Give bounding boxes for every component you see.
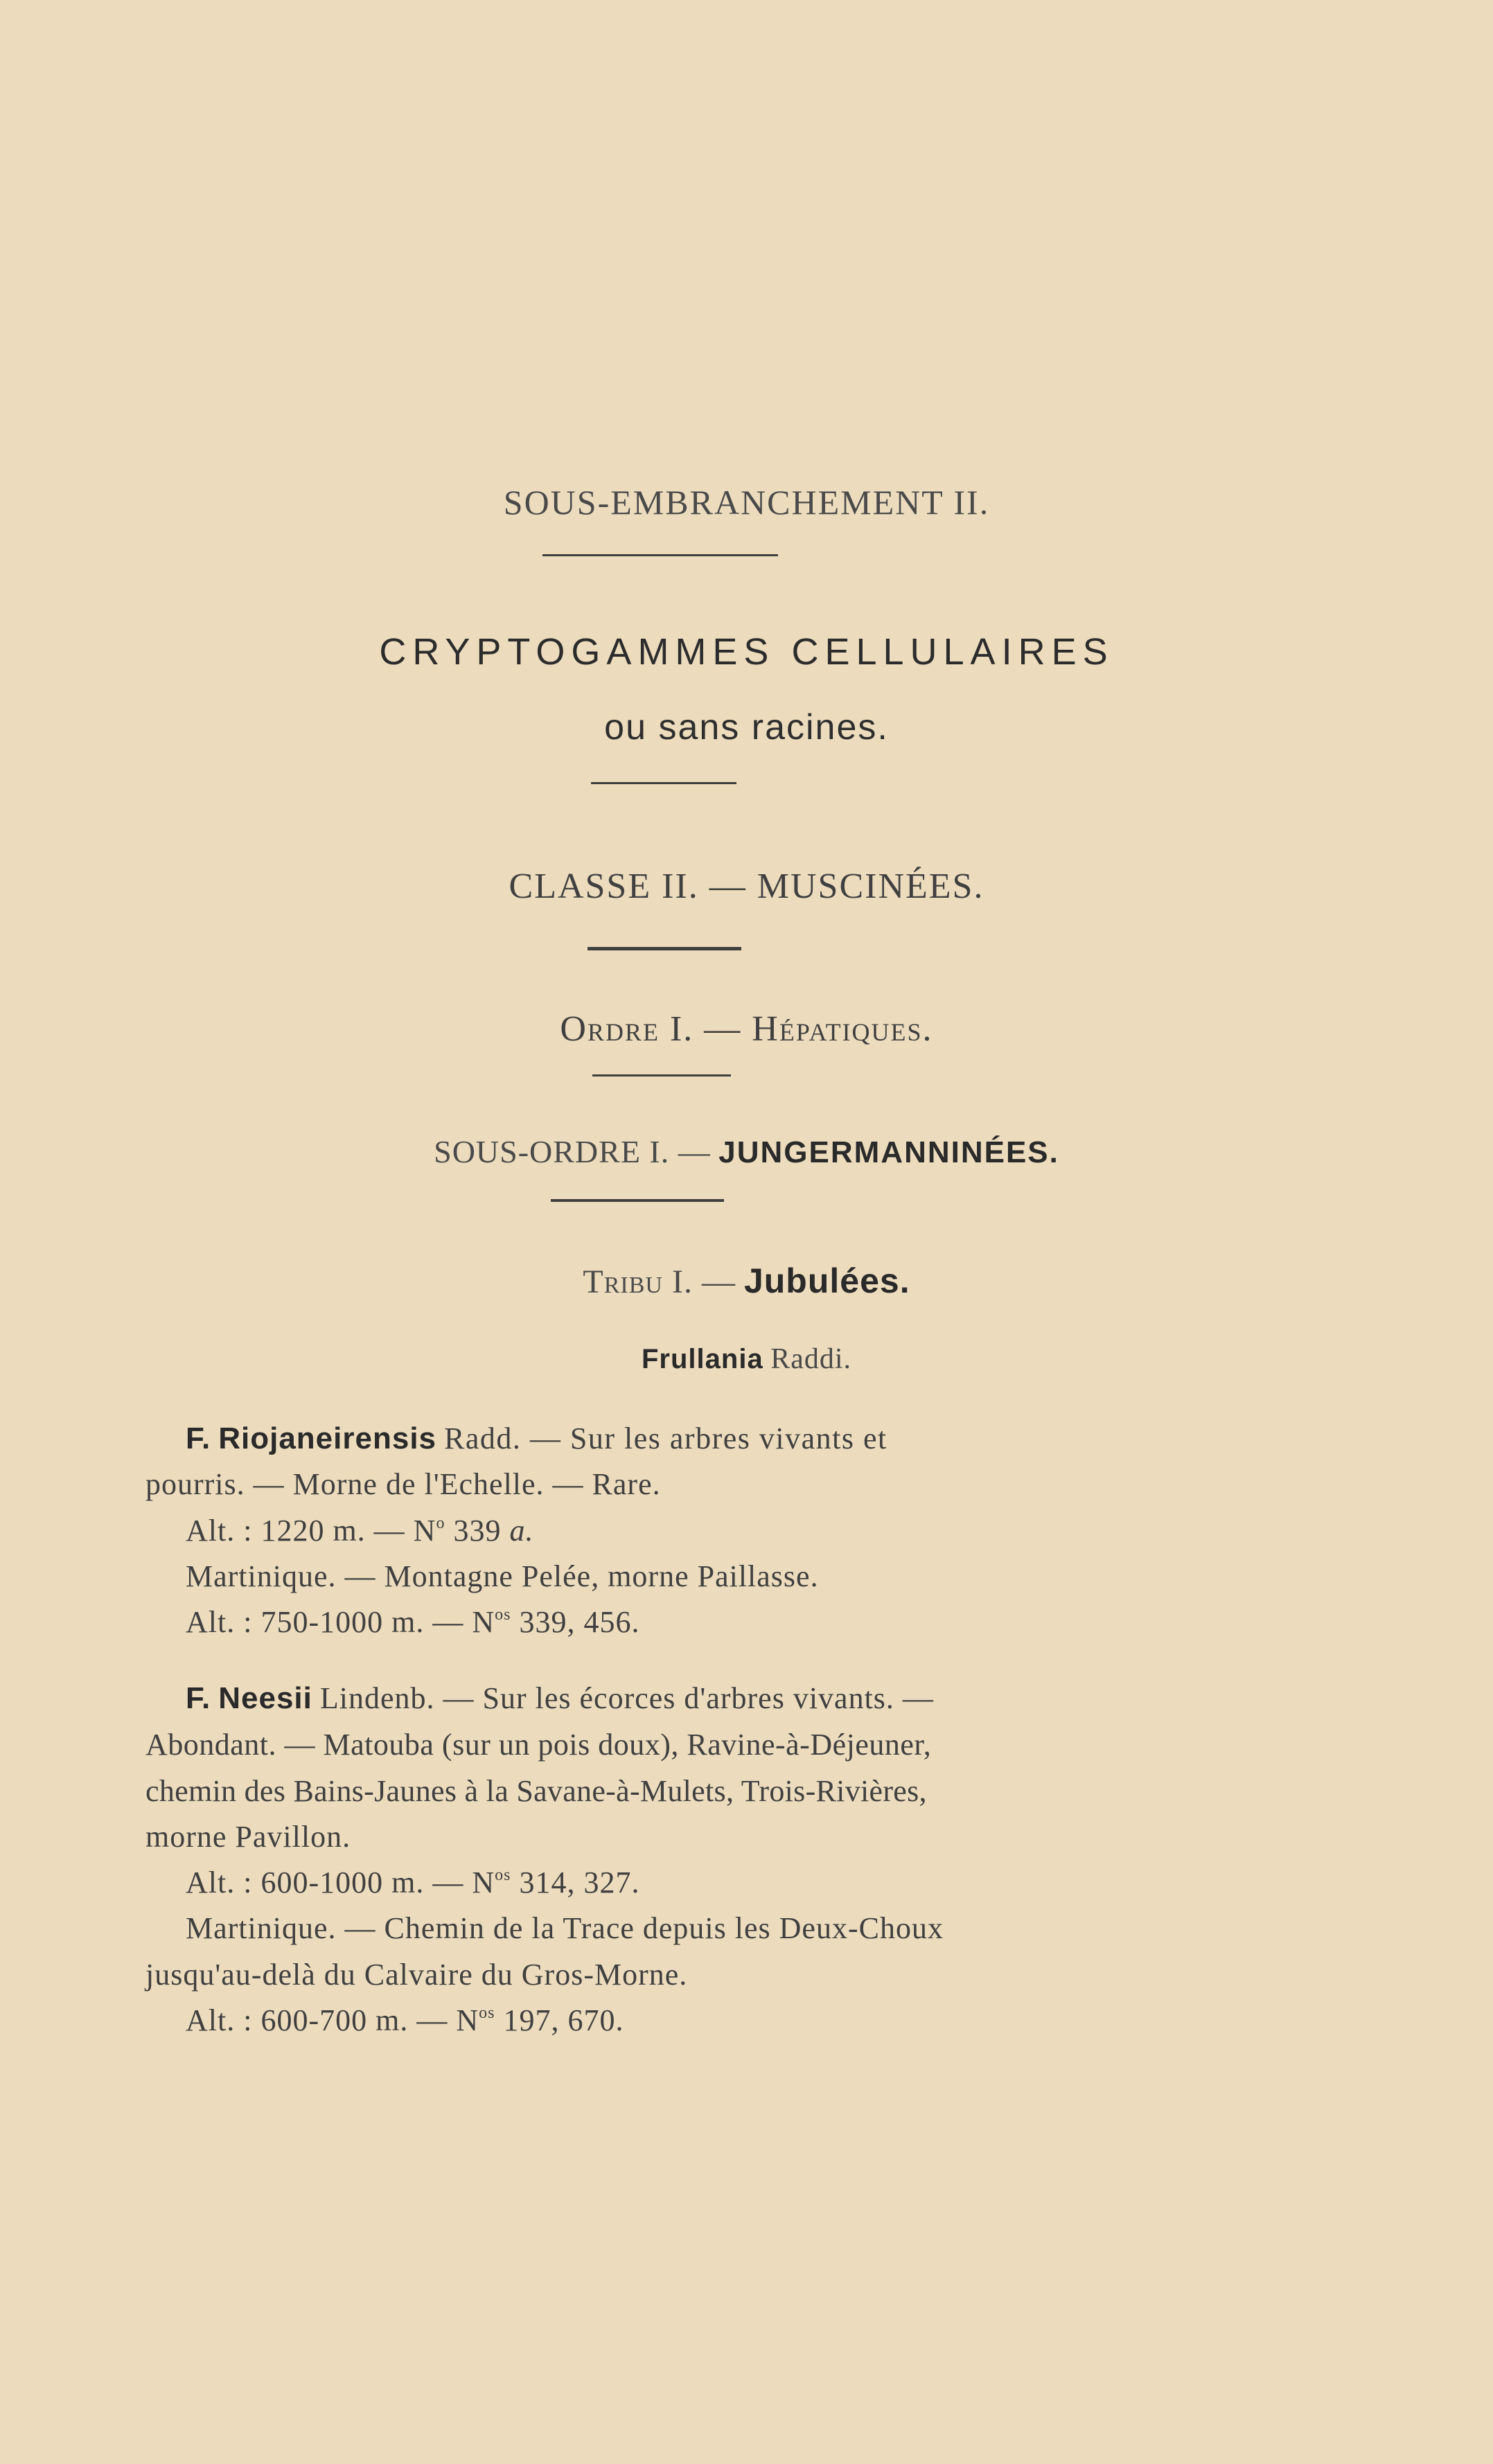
- species-text: Abondant. — Matouba (sur un pois doux), Ravine-à-Déjeuner,: [145, 1728, 932, 1762]
- species-text: [186, 1862, 639, 1904]
- species-text: Radd. — Sur les arbres vivants et: [444, 1421, 887, 1455]
- genus-name: Frullania: [641, 1344, 763, 1374]
- divider: [592, 1074, 731, 1076]
- specimen-number: 339: [453, 1514, 502, 1548]
- number-superscript: o: [436, 1514, 445, 1532]
- sub-branch-heading: SOUS-EMBRANCHEMENT II.: [503, 483, 990, 522]
- species-abbr: F.: [186, 1421, 211, 1455]
- species-text: Lindenb. — Sur les écorces d'arbres vivants. —: [319, 1681, 934, 1715]
- species-text: [186, 1510, 533, 1552]
- number-superscript: os: [479, 2004, 495, 2022]
- species-abbr: F.: [186, 1681, 211, 1715]
- species-text: Martinique. — Chemin de la Trace depuis les Deux-Choux: [186, 1911, 944, 1945]
- divider: [542, 554, 778, 556]
- species-name: Neesii: [218, 1681, 312, 1715]
- specimen-letter: a.: [509, 1514, 534, 1548]
- sous-ordre-heading: [0, 1133, 1493, 1170]
- specimen-number: 314, 327.: [519, 1865, 640, 1899]
- species-text: pourris. — Morne de l'Echelle. — Rare.: [145, 1467, 661, 1501]
- sous-ordre-prefix: SOUS-ORDRE I. —: [434, 1134, 711, 1169]
- number-superscript: os: [495, 1866, 511, 1884]
- number-superscript: os: [495, 1606, 511, 1624]
- species-name: Riojaneirensis: [218, 1421, 437, 1455]
- species-text: [186, 1602, 639, 1643]
- classe-heading: CLASSE II. — MUSCINÉES.: [509, 867, 984, 906]
- species-text: jusqu'au-delà du Calvaire du Gros-Morne.: [145, 1958, 688, 1992]
- tribu-prefix: Tribu I. —: [583, 1264, 736, 1300]
- species-alt: Alt. : 600-700 m. — N: [186, 2003, 479, 2037]
- genus-author: Raddi.: [770, 1343, 852, 1375]
- tribu-heading: [0, 1261, 1493, 1301]
- species-alt: Alt. : 750-1000 m. — N: [186, 1605, 495, 1639]
- specimen-number: 339, 456.: [519, 1605, 640, 1639]
- species-alt: Alt. : 1220 m. — N: [186, 1514, 436, 1548]
- genus-heading: [0, 1342, 1493, 1376]
- tribu-name: Jubulées.: [743, 1261, 910, 1300]
- divider: [551, 1199, 724, 1202]
- species-text: Martinique. — Montagne Pelée, morne Paillasse.: [186, 1559, 819, 1593]
- species-entry-line: [186, 1678, 934, 1719]
- specimen-number: 197, 670.: [503, 2003, 624, 2037]
- divider: [588, 947, 741, 950]
- group-title: CRYPTOGAMMES CELLULAIRES: [379, 631, 1114, 673]
- species-entry-line: [186, 1418, 887, 1460]
- ordre-heading: Ordre I. — Hépatiques.: [560, 1009, 933, 1049]
- species-alt: Alt. : 600-1000 m. — N: [186, 1865, 495, 1899]
- divider: [591, 782, 736, 784]
- group-subtitle: ou sans racines.: [604, 707, 889, 747]
- sous-ordre-name: JUNGERMANNINÉES.: [718, 1135, 1059, 1169]
- species-text: morne Pavillon.: [145, 1820, 351, 1854]
- species-text: chemin des Bains-Jaunes à la Savane-à-Mulets, Trois-Rivières,: [145, 1774, 927, 1808]
- species-text: [186, 2000, 624, 2041]
